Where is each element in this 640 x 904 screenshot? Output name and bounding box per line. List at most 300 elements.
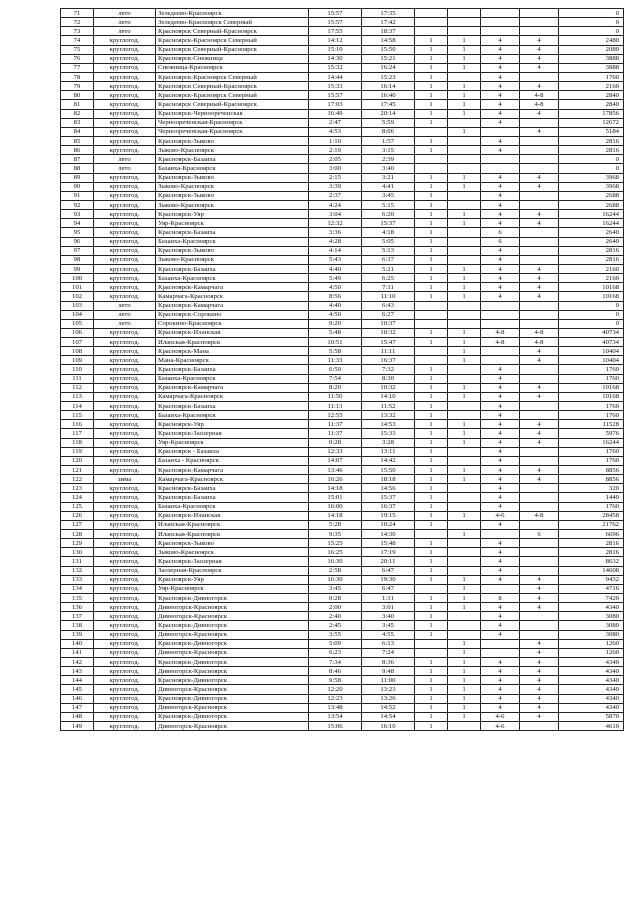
- cars-1: 4: [481, 566, 520, 575]
- arrival-time: 19:30: [362, 575, 415, 584]
- departure-time: 8:20: [309, 383, 362, 392]
- row-value: 12672: [559, 118, 624, 127]
- route-name: Зыково-Красноярск: [156, 200, 309, 209]
- table-row: [61, 328, 624, 337]
- table-row: [61, 603, 624, 612]
- flag-2: [448, 72, 481, 81]
- arrival-time: 17:42: [362, 18, 415, 27]
- route-name: Красноярск-Дивногорск: [156, 594, 309, 603]
- departure-time: 4:53: [309, 127, 362, 136]
- cars-1: [481, 347, 520, 356]
- arrival-time: 3:15: [362, 146, 415, 155]
- season-type: круглогод.: [94, 667, 156, 676]
- cars-2: 4: [520, 219, 559, 228]
- row-number: 77: [61, 63, 94, 72]
- cars-2: 4: [520, 639, 559, 648]
- arrival-time: 3:01: [362, 603, 415, 612]
- flag-2: 1: [448, 420, 481, 429]
- arrival-time: 14:54: [362, 712, 415, 721]
- route-name: Красноярск-Камарчага: [156, 301, 309, 310]
- cars-2: [520, 612, 559, 621]
- arrival-time: 15:50: [362, 45, 415, 54]
- table-row: [61, 676, 624, 685]
- flag-2: [448, 27, 481, 36]
- row-number: 72: [61, 18, 94, 27]
- arrival-time: 15:47: [362, 338, 415, 347]
- row-number: 145: [61, 685, 94, 694]
- route-name: Красноярск-Зыково: [156, 191, 309, 200]
- flag-2: [448, 118, 481, 127]
- flag-2: 1: [448, 100, 481, 109]
- departure-time: 12:20: [309, 685, 362, 694]
- flag-2: 1: [448, 109, 481, 118]
- row-value: 16244: [559, 219, 624, 228]
- flag-2: 1: [448, 383, 481, 392]
- row-value: 2816: [559, 539, 624, 548]
- row-number: 116: [61, 420, 94, 429]
- season-type: круглогод.: [94, 447, 156, 456]
- row-value: 8856: [559, 475, 624, 484]
- table-row: [61, 466, 624, 475]
- row-value: 8856: [559, 466, 624, 475]
- cars-2: [520, 301, 559, 310]
- row-value: 0: [559, 164, 624, 173]
- departure-time: 2:15: [309, 173, 362, 182]
- season-type: круглогод.: [94, 264, 156, 273]
- table-row: [61, 475, 624, 484]
- row-value: 0: [559, 27, 624, 36]
- flag-2: 1: [448, 173, 481, 182]
- departure-time: 16:30: [309, 575, 362, 584]
- route-name: Красноярск-Заозерная: [156, 557, 309, 566]
- departure-time: 2:37: [309, 191, 362, 200]
- row-number: 130: [61, 548, 94, 557]
- arrival-time: 16:14: [362, 82, 415, 91]
- departure-time: 11:37: [309, 420, 362, 429]
- flag-1: 1: [415, 91, 448, 100]
- cars-1: 4: [481, 292, 520, 301]
- flag-1: 1: [415, 237, 448, 246]
- season-type: круглогод.: [94, 420, 156, 429]
- cars-1: 4: [481, 392, 520, 401]
- row-number: 136: [61, 603, 94, 612]
- table-row: [61, 594, 624, 603]
- flag-1: 1: [415, 676, 448, 685]
- flag-1: 1: [415, 182, 448, 191]
- table-row: [61, 45, 624, 54]
- route-name: Дивногорск-Красноярск: [156, 648, 309, 657]
- row-value: 2816: [559, 146, 624, 155]
- departure-time: 12:32: [309, 219, 362, 228]
- cars-1: 4: [481, 548, 520, 557]
- cars-2: 4-8: [520, 328, 559, 337]
- departure-time: 14:44: [309, 72, 362, 81]
- arrival-time: 3:45: [362, 621, 415, 630]
- cars-1: [481, 155, 520, 164]
- season-type: круглогод.: [94, 703, 156, 712]
- table-row: [61, 621, 624, 630]
- cars-2: 4: [520, 63, 559, 72]
- flag-2: 1: [448, 274, 481, 283]
- departure-time: 12:23: [309, 694, 362, 703]
- row-value: 0: [559, 319, 624, 328]
- row-value: 10168: [559, 392, 624, 401]
- row-number: 117: [61, 429, 94, 438]
- row-number: 87: [61, 155, 94, 164]
- row-value: 10168: [559, 283, 624, 292]
- cars-2: 6: [520, 530, 559, 539]
- departure-time: 3:04: [309, 210, 362, 219]
- row-value: 4340: [559, 703, 624, 712]
- row-value: 1760: [559, 374, 624, 383]
- cars-2: [520, 27, 559, 36]
- arrival-time: 3:21: [362, 173, 415, 182]
- table-row: [61, 274, 624, 283]
- arrival-time: 11:10: [362, 292, 415, 301]
- season-type: круглогод.: [94, 338, 156, 347]
- season-type: круглогод.: [94, 530, 156, 539]
- arrival-time: 8:06: [362, 127, 415, 136]
- row-value: 2160: [559, 264, 624, 273]
- row-number: 79: [61, 82, 94, 91]
- arrival-time: 1:31: [362, 594, 415, 603]
- cars-2: 4: [520, 694, 559, 703]
- cars-1: 4: [481, 274, 520, 283]
- route-name: Камарчага-Красноярск: [156, 392, 309, 401]
- cars-2: [520, 548, 559, 557]
- cars-2: [520, 721, 559, 730]
- row-number: 101: [61, 283, 94, 292]
- row-number: 83: [61, 118, 94, 127]
- cars-2: [520, 447, 559, 456]
- flag-1: 1: [415, 118, 448, 127]
- arrival-time: 5:05: [362, 237, 415, 246]
- flag-1: 1: [415, 475, 448, 484]
- row-value: 4340: [559, 667, 624, 676]
- table-row: [61, 667, 624, 676]
- route-name: Красноярск-Базаиха: [156, 228, 309, 237]
- arrival-time: 20:11: [362, 557, 415, 566]
- table-row: [61, 246, 624, 255]
- season-type: круглогод.: [94, 255, 156, 264]
- table-row: [61, 100, 624, 109]
- row-number: 144: [61, 676, 94, 685]
- table-row: [61, 173, 624, 182]
- season-type: круглогод.: [94, 91, 156, 100]
- row-value: 1260: [559, 648, 624, 657]
- flag-1: 1: [415, 383, 448, 392]
- departure-time: 12:55: [309, 411, 362, 420]
- season-type: круглогод.: [94, 63, 156, 72]
- route-name: Уяр-Красноярск: [156, 219, 309, 228]
- arrival-time: 11:00: [362, 676, 415, 685]
- flag-1: 1: [415, 429, 448, 438]
- arrival-time: 2:39: [362, 155, 415, 164]
- table-row: [61, 612, 624, 621]
- cars-1: 4: [481, 191, 520, 200]
- arrival-time: 10:37: [362, 319, 415, 328]
- table-row: [61, 219, 624, 228]
- flag-2: [448, 557, 481, 566]
- season-type: круглогод.: [94, 219, 156, 228]
- row-value: 4340: [559, 603, 624, 612]
- arrival-time: 7:11: [362, 283, 415, 292]
- cars-2: 4: [520, 292, 559, 301]
- flag-1: 1: [415, 200, 448, 209]
- arrival-time: 10:32: [362, 328, 415, 337]
- row-number: 112: [61, 383, 94, 392]
- row-number: 92: [61, 200, 94, 209]
- arrival-time: 3:28: [362, 438, 415, 447]
- cars-1: 4: [481, 374, 520, 383]
- table-row: [61, 264, 624, 273]
- row-value: 2816: [559, 548, 624, 557]
- departure-time: 2:40: [309, 612, 362, 621]
- cars-1: 4: [481, 575, 520, 584]
- season-type: круглогод.: [94, 594, 156, 603]
- cars-1: 4: [481, 136, 520, 145]
- route-name: Красноярск-Дивногорск: [156, 694, 309, 703]
- departure-time: 15:01: [309, 493, 362, 502]
- arrival-time: 6:47: [362, 566, 415, 575]
- route-name: Красноярск-Дивногорск: [156, 621, 309, 630]
- cars-1: 4: [481, 109, 520, 118]
- cars-2: 4: [520, 274, 559, 283]
- cars-1: 4: [481, 466, 520, 475]
- arrival-time: 14:10: [362, 392, 415, 401]
- row-number: 124: [61, 493, 94, 502]
- table-row: [61, 530, 624, 539]
- row-number: 114: [61, 402, 94, 411]
- season-type: круглогод.: [94, 657, 156, 666]
- cars-2: [520, 539, 559, 548]
- cars-2: 4: [520, 420, 559, 429]
- cars-2: [520, 191, 559, 200]
- route-name: Уяр-Красноярск: [156, 584, 309, 593]
- cars-1: 4: [481, 685, 520, 694]
- table-row: [61, 301, 624, 310]
- arrival-time: 9:48: [362, 667, 415, 676]
- cars-2: [520, 310, 559, 319]
- season-type: круглогод.: [94, 685, 156, 694]
- row-number: 128: [61, 530, 94, 539]
- route-name: Красноярск-Базаиха: [156, 493, 309, 502]
- route-name: Иланская-Красноярск: [156, 520, 309, 529]
- cars-2: 4: [520, 603, 559, 612]
- table-row: [61, 63, 624, 72]
- cars-2: [520, 255, 559, 264]
- cars-2: [520, 200, 559, 209]
- departure-time: 14:30: [309, 54, 362, 63]
- route-name: Красноярск-Иланская: [156, 328, 309, 337]
- table-row: [61, 392, 624, 401]
- table-row: [61, 127, 624, 136]
- departure-time: 3:00: [309, 164, 362, 173]
- row-number: 142: [61, 657, 94, 666]
- row-value: 2160: [559, 82, 624, 91]
- row-number: 121: [61, 466, 94, 475]
- cars-1: 4: [481, 146, 520, 155]
- season-type: круглогод.: [94, 182, 156, 191]
- departure-time: 7:54: [309, 374, 362, 383]
- cars-1: 4: [481, 219, 520, 228]
- row-number: 141: [61, 648, 94, 657]
- arrival-time: 1:57: [362, 136, 415, 145]
- table-row: [61, 365, 624, 374]
- row-value: 7420: [559, 594, 624, 603]
- season-type: круглогод.: [94, 392, 156, 401]
- arrival-time: 4:18: [362, 228, 415, 237]
- row-number: 119: [61, 447, 94, 456]
- flag-2: [448, 18, 481, 27]
- route-name: Красноярск - Базаиха: [156, 447, 309, 456]
- arrival-time: 17:45: [362, 100, 415, 109]
- flag-1: 1: [415, 82, 448, 91]
- arrival-time: 10:32: [362, 383, 415, 392]
- departure-time: 15:33: [309, 82, 362, 91]
- row-number: 84: [61, 127, 94, 136]
- table-row: [61, 210, 624, 219]
- cars-1: [481, 648, 520, 657]
- season-type: круглогод.: [94, 54, 156, 63]
- cars-2: [520, 456, 559, 465]
- season-type: лето: [94, 9, 156, 18]
- arrival-time: 18:18: [362, 475, 415, 484]
- cars-1: 4-8: [481, 338, 520, 347]
- flag-1: 1: [415, 511, 448, 520]
- flag-2: 1: [448, 283, 481, 292]
- arrival-time: 11:11: [362, 347, 415, 356]
- row-value: 10168: [559, 292, 624, 301]
- cars-2: 4: [520, 264, 559, 273]
- arrival-time: 3:40: [362, 164, 415, 173]
- cars-1: 4: [481, 411, 520, 420]
- flag-2: [448, 319, 481, 328]
- table-row: [61, 575, 624, 584]
- route-name: Зыково-Красноярск: [156, 548, 309, 557]
- table-row: [61, 712, 624, 721]
- row-value: 2816: [559, 246, 624, 255]
- route-name: Базаиха-Красноярск: [156, 274, 309, 283]
- arrival-time: 6:20: [362, 210, 415, 219]
- season-type: лето: [94, 301, 156, 310]
- flag-1: 1: [415, 411, 448, 420]
- departure-time: 2:58: [309, 566, 362, 575]
- route-name: Иланская-Красноярск: [156, 530, 309, 539]
- row-number: 78: [61, 72, 94, 81]
- departure-time: 10:51: [309, 338, 362, 347]
- flag-2: 1: [448, 45, 481, 54]
- flag-2: 1: [448, 82, 481, 91]
- row-number: 146: [61, 694, 94, 703]
- departure-time: 14:18: [309, 484, 362, 493]
- cars-1: 4: [481, 630, 520, 639]
- flag-1: 1: [415, 146, 448, 155]
- row-number: 106: [61, 328, 94, 337]
- row-value: 1760: [559, 502, 624, 511]
- route-name: Базаиха-Красноярск: [156, 374, 309, 383]
- row-number: 147: [61, 703, 94, 712]
- row-value: 2816: [559, 255, 624, 264]
- departure-time: 4:28: [309, 237, 362, 246]
- cars-1: 4: [481, 255, 520, 264]
- departure-time: 11:33: [309, 356, 362, 365]
- cars-1: 4: [481, 264, 520, 273]
- row-number: 133: [61, 575, 94, 584]
- flag-1: 1: [415, 493, 448, 502]
- flag-1: [415, 9, 448, 18]
- row-value: 2480: [559, 36, 624, 45]
- flag-1: [415, 301, 448, 310]
- season-type: круглогод.: [94, 365, 156, 374]
- departure-time: 5:48: [309, 328, 362, 337]
- cars-1: 4: [481, 54, 520, 63]
- flag-1: 1: [415, 703, 448, 712]
- table-row: [61, 228, 624, 237]
- season-type: лето: [94, 310, 156, 319]
- departure-time: 2:47: [309, 118, 362, 127]
- row-number: 89: [61, 173, 94, 182]
- schedule-rows: [61, 9, 624, 731]
- route-name: Красноярск Северный-Красноярск: [156, 45, 309, 54]
- flag-1: 1: [415, 502, 448, 511]
- table-row: [61, 566, 624, 575]
- cars-1: 4: [481, 36, 520, 45]
- row-number: 109: [61, 356, 94, 365]
- route-name: Дивногорск-Красноярск: [156, 703, 309, 712]
- table-row: [61, 164, 624, 173]
- row-number: 108: [61, 347, 94, 356]
- route-name: Камарчага-Красноярск: [156, 475, 309, 484]
- season-type: круглогод.: [94, 191, 156, 200]
- row-number: 118: [61, 438, 94, 447]
- cars-2: 4: [520, 676, 559, 685]
- season-type: круглогод.: [94, 36, 156, 45]
- row-number: 99: [61, 264, 94, 273]
- season-type: круглогод.: [94, 109, 156, 118]
- row-number: 134: [61, 584, 94, 593]
- flag-2: 1: [448, 575, 481, 584]
- table-row: [61, 237, 624, 246]
- season-type: круглогод.: [94, 511, 156, 520]
- flag-1: 1: [415, 219, 448, 228]
- flag-2: 1: [448, 63, 481, 72]
- cars-1: 6: [481, 237, 520, 246]
- flag-1: [415, 347, 448, 356]
- row-number: 127: [61, 520, 94, 529]
- cars-2: [520, 237, 559, 246]
- cars-2: 4: [520, 182, 559, 191]
- route-name: Красноярск-Базаиха: [156, 365, 309, 374]
- route-name: Зыково-Красноярск: [156, 182, 309, 191]
- flag-1: 1: [415, 374, 448, 383]
- cars-2: 4: [520, 383, 559, 392]
- table-row: [61, 557, 624, 566]
- arrival-time: 14:53: [362, 420, 415, 429]
- flag-1: 1: [415, 255, 448, 264]
- season-type: лето: [94, 27, 156, 36]
- cars-2: 4: [520, 82, 559, 91]
- route-name: Красноярск Северный-Красноярск: [156, 27, 309, 36]
- table-row: [61, 118, 624, 127]
- flag-1: 1: [415, 72, 448, 81]
- arrival-time: 13:26: [362, 694, 415, 703]
- cars-2: 4: [520, 429, 559, 438]
- route-name: Иланская-Красноярск: [156, 338, 309, 347]
- cars-1: 4: [481, 539, 520, 548]
- route-name: Красноярск-Дивногорск: [156, 657, 309, 666]
- flag-2: [448, 136, 481, 145]
